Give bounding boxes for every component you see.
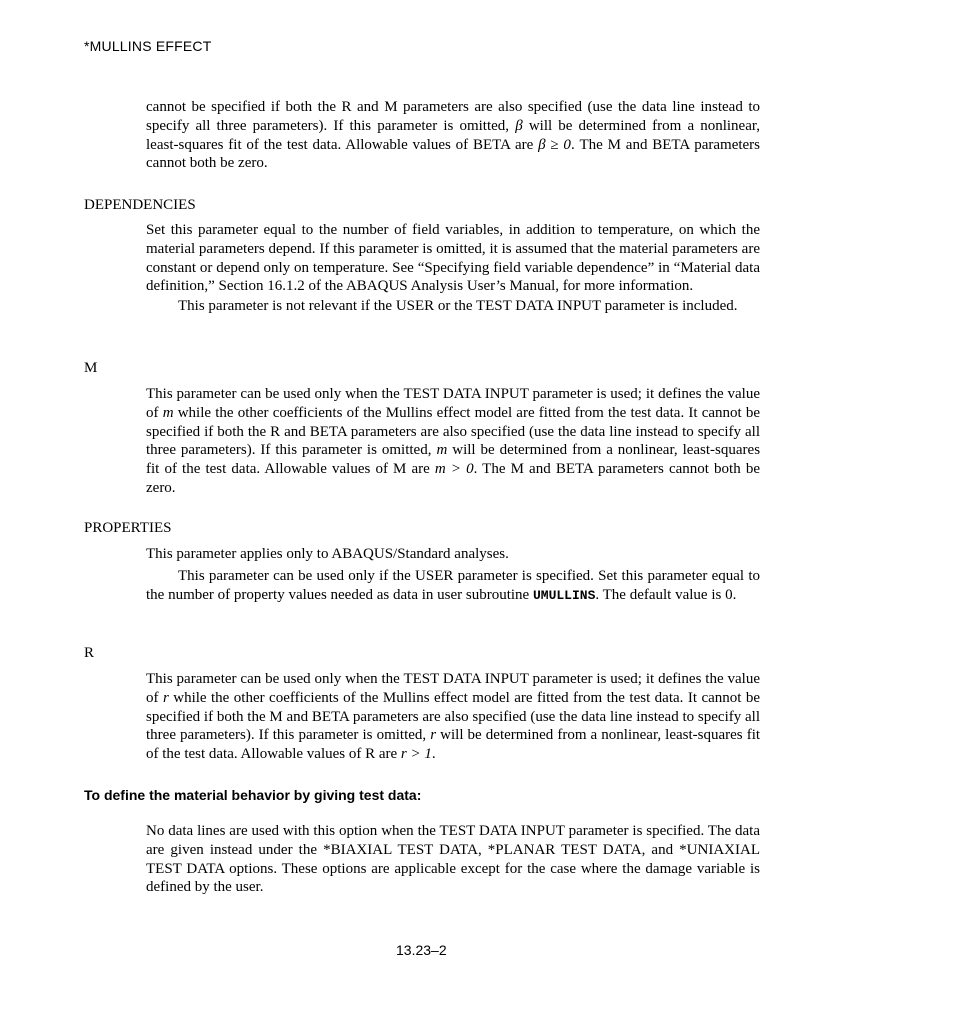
beta-parameter-description	[146, 98, 760, 173]
properties-paragraph-1: This parameter applies only to ABAQUS/Standard analyses.	[146, 546, 509, 562]
parameter-name-m: M	[84, 360, 98, 376]
test-data-section-heading: To define the material behavior by giving test data:	[84, 787, 422, 803]
dependencies-paragraph-2: This parameter is not relevant if the USER or the TEST DATA INPUT parameter is included.	[178, 298, 738, 315]
m-paragraph: This parameter can be used only when the TEST DATA INPUT parameter is used; it defines the value of m while the other coefficients of the Mullins effect model are fitted from the test data. It cannot be specified if both the R and BETA parameters are also specified (use the data line instead to specify all three parameters). If this parameter is omitted, m will be determined from a nonlinear, least-squares fit of the test data. Allowable values of M are m > 0. The M and BETA parameters cannot both be zero.	[146, 386, 761, 496]
running-head: *MULLINS EFFECT	[84, 38, 212, 54]
beta-paragraph: cannot be specified if both the R and M parameters are also specified (use the data line instead to specify all three parameters). If this parameter is omitted, β will be determined from a nonlinear, least-squares fit of the test data. Allowable values of BETA are β ≥ 0. The M and BETA parameters cannot both be zero.	[146, 99, 761, 172]
parameter-name-properties: PROPERTIES	[84, 520, 172, 536]
r-parameter-description	[146, 670, 760, 764]
dependencies-description	[146, 221, 760, 316]
parameter-name-r: R	[84, 645, 95, 661]
m-parameter-description	[146, 385, 760, 498]
dependencies-paragraph-1: Set this parameter equal to the number of field variables, in addition to temperature, on which the material parameters depend. If this parameter is omitted, it is assumed that the material parameters are constant or depend only on temperature. See “Specifying field variable dependence” in “Material data definition,” Section 16.1.2 of the ABAQUS Analysis User’s Manual, for more information.	[146, 222, 760, 295]
r-paragraph: This parameter can be used only when the TEST DATA INPUT parameter is used; it defines the value of r while the other coefficients of the Mullins effect model are fitted from the test data. It cannot be specified if both the M and BETA parameters are also specified (use the data line instead to specify all three parameters). If this parameter is omitted, r will be determined from a nonlinear, least-squares fit of the test data. Allowable values of R are r > 1.	[146, 671, 761, 763]
test-data-section-description	[146, 822, 760, 897]
page-number: 13.23–2	[396, 942, 447, 958]
properties-paragraph-2: This parameter can be used only if the USER parameter is specified. Set this parameter equal to the number of property values needed as data in user subroutine UMULLINS. The default value is 0.	[146, 567, 760, 603]
parameter-name-dependencies: DEPENDENCIES	[84, 197, 196, 213]
properties-description	[146, 545, 760, 605]
test-data-paragraph: No data lines are used with this option when the TEST DATA INPUT parameter is specified. The data are given instead under the *BIAXIAL TEST DATA, *PLANAR TEST DATA, and *UNIAXIAL TEST DATA options. These options are applicable except for the case where the damage variable is defined by the user.	[146, 823, 760, 896]
umullins-routine-name: UMULLINS	[532, 587, 596, 603]
